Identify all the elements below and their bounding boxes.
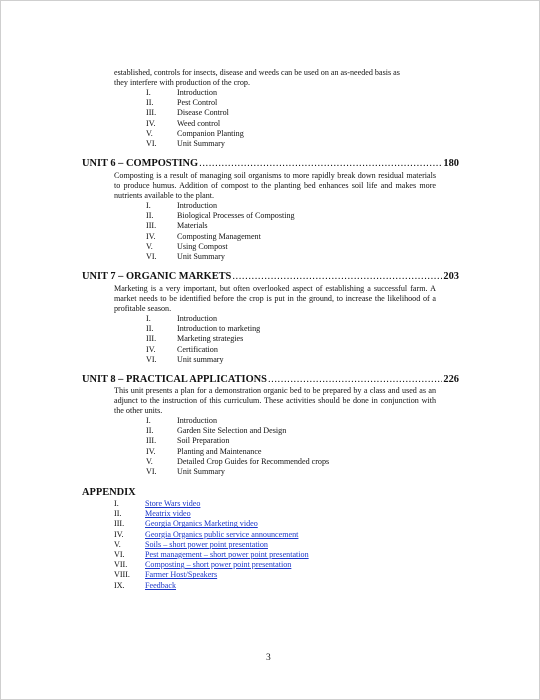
unit-page-number: 180	[443, 158, 459, 169]
appendix-link-psa[interactable]: Georgia Organics public service announcement	[145, 529, 299, 539]
appendix-heading: APPENDIX	[82, 487, 136, 498]
unit-6-heading	[82, 158, 459, 170]
unit-title: UNIT 6 – COMPOSTING	[82, 158, 199, 169]
intro-text-line-1: established, controls for insects, disease and weeds can be used on an as-needed basis as	[114, 68, 400, 77]
appendix-link-composting-ppt[interactable]: Composting – short power point presentation	[145, 560, 292, 570]
unit-page-number: 203	[443, 271, 459, 282]
leader-dots	[199, 158, 442, 170]
appendix-link-meatrix-video[interactable]: Meatrix video	[145, 509, 191, 519]
unit-6-description: Composting is a result of managing soil organisms to more rapidly break down residual materials to produce humus. Addition of compost to the planting bed enhances soil life and makes more nutrients available to the plant.	[114, 171, 436, 201]
appendix-link-store-wars-video[interactable]: Store Wars video	[145, 499, 201, 508]
unit-page-number: 226	[443, 374, 459, 385]
unit-7-heading	[82, 271, 459, 283]
unit-title: UNIT 7 – ORGANIC MARKETS	[82, 271, 232, 282]
unit-7-description: Marketing is a very important, but often overlooked aspect of establishing a successful farm. A market needs to be identified before the crop is put in the ground, to increase the likelihood of a profitable season.	[114, 284, 436, 314]
appendix-link-pest-ppt[interactable]: Pest management – short power point presentation	[145, 549, 309, 559]
appendix-link-farmer-host[interactable]: Farmer Host/Speakers	[145, 570, 218, 580]
intro-text-line-2: they interfere with production of the crop.	[114, 78, 250, 87]
leader-dots	[268, 374, 442, 386]
appendix-link-soils-ppt[interactable]: Soils – short power point presentation	[145, 539, 268, 549]
unit-title: UNIT 8 – PRACTICAL APPLICATIONS	[82, 374, 267, 385]
appendix-link-feedback[interactable]: Feedback	[145, 580, 177, 590]
unit-8-description: This unit presents a plan for a demonstration organic bed to be prepared by a class and used as an adjunct to the instruction of this curriculum. These activities should be done in conjunction with the other units.	[114, 386, 436, 416]
appendix-link-marketing-video[interactable]: Georgia Organics Marketing video	[145, 519, 258, 529]
unit-8-heading	[82, 374, 459, 386]
document-page: established, controls for insects, disease and weeds can be used on an as-needed basis as they interfere with production of the crop. I. Introduction II. Pest Control III. Disease Control IV. Weed control V. Companion Planting VI. Unit Summary UNIT 6 – COMPOSTING ..... 180 Composting is a result of managing soil organisms to more rapidly break down residual materials to produce humus. Addition of compost to the planting bed enhances soil life and makes more nutrients available to the plant. I. Introduction II. Biological Processes of Composting III. Materials IV. Composting Management V. Using Compost VI. Unit Summary UNIT 7 – ORGANIC MARKETS ..... 203 Marketing is a very important, but often overlooked aspect of establishing a successful farm. A market needs to be identified before the crop is put in the ground, to increase the likelihood of a profitable season. I. Introduction II. Introduction to marketing III. Marketing strategies IV. Certification VI. Unit summary UNIT 8 – PRACTICAL APPLICATIONS ..... 226 This unit presents a plan for a demonstration organic bed to be prepared by a class and used as an adjunct to the instruction of this curriculum. These activities should be done in conjunction with the other units. I. Introduction II. Garden Site Selection and Design III. Soil Preparation IV. Planting and Maintenance V. Detailed Crop Guides for Recommended crops VI. Unit Summary APPENDIX I. Store Wars video II. Meatrix video III. Georgia Organics Marketing video IV. Georgia Organics public service announcement V. Soils – short power point presentation VI. Pest management – short power point presentation VII. Composting – short power point presentation VIII. Farmer Host/Speakers IX. Feedback 3	[0, 0, 540, 700]
page-number: 3	[266, 653, 271, 663]
leader-dots	[232, 271, 442, 283]
